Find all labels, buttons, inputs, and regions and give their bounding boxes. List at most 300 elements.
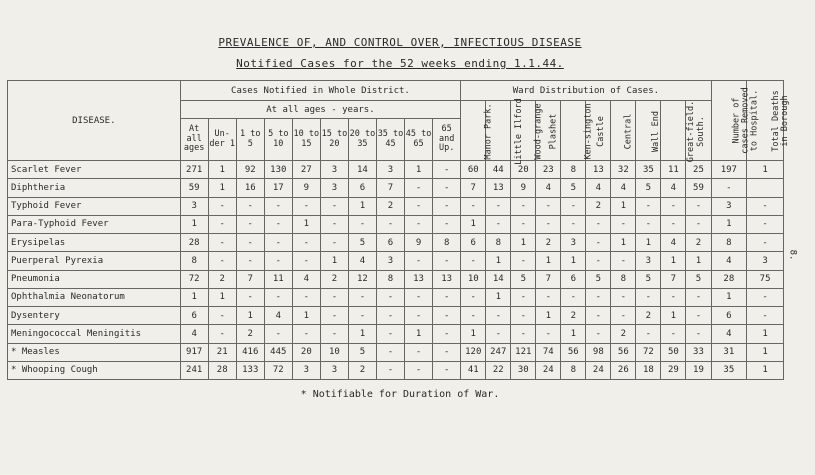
table-cell: 1: [511, 234, 536, 252]
table-cell: -: [636, 288, 661, 306]
table-cell: 72: [636, 343, 661, 361]
table-row: [8, 252, 784, 270]
ward-header: Manor Park.: [461, 101, 486, 161]
table-cell: -: [348, 288, 376, 306]
table-cell: [747, 179, 784, 197]
table-cell: 120: [461, 343, 486, 361]
page-subtitle: Notified Cases for the 52 weeks ending 1.1.44.: [236, 57, 564, 70]
table-cell: -: [433, 161, 461, 179]
table-cell: 26: [611, 361, 636, 379]
table-cell: 8: [561, 161, 586, 179]
table-cell: 23: [536, 161, 561, 179]
table-cell: 3: [320, 179, 348, 197]
table-cell: 1: [461, 325, 486, 343]
table-cell: 9: [292, 179, 320, 197]
table-cell: 1: [711, 215, 747, 233]
table-cell: -: [208, 234, 236, 252]
table-cell: 5: [348, 234, 376, 252]
table-body: [8, 161, 784, 380]
table-cell: -: [405, 215, 433, 233]
table-cell: -: [433, 307, 461, 325]
table-cell: 3: [180, 197, 208, 215]
table-cell: -: [320, 325, 348, 343]
table-cell: -: [686, 197, 711, 215]
table-cell: -: [486, 215, 511, 233]
table-cell: -: [586, 215, 611, 233]
table-cell: 1: [747, 361, 784, 379]
ward-header: Castle: [586, 101, 611, 161]
table-cell: -: [511, 252, 536, 270]
table-cell: 5: [636, 270, 661, 288]
table-cell: -: [208, 252, 236, 270]
table-cell: 3: [320, 361, 348, 379]
table-row: [8, 270, 784, 288]
ward-header: Wood-grange: [511, 101, 536, 161]
table-cell: 8: [711, 234, 747, 252]
table-cell: -: [292, 288, 320, 306]
table-cell: -: [433, 343, 461, 361]
table-cell: 2: [586, 197, 611, 215]
table-cell: 13: [405, 270, 433, 288]
table-cell: -: [376, 288, 404, 306]
table-cell: 1: [208, 161, 236, 179]
table-cell: -: [536, 215, 561, 233]
table-cell: 1: [486, 288, 511, 306]
table-cell: -: [486, 325, 511, 343]
table-cell: -: [320, 197, 348, 215]
table-cell: -: [586, 288, 611, 306]
table-cell: -: [661, 197, 686, 215]
table-row: [8, 307, 784, 325]
table-cell: 8: [486, 234, 511, 252]
table-cell: 50: [661, 343, 686, 361]
table-cell: -: [292, 252, 320, 270]
table-row: [8, 215, 784, 233]
table-cell: -: [320, 234, 348, 252]
table-cell: 1: [711, 288, 747, 306]
table-cell: 2: [320, 270, 348, 288]
table-cell: 3: [376, 252, 404, 270]
table-cell: -: [208, 325, 236, 343]
table-cell: 5: [686, 270, 711, 288]
table-cell: -: [433, 215, 461, 233]
table-cell: -: [264, 215, 292, 233]
table-cell: -: [405, 288, 433, 306]
table-cell: 5: [586, 270, 611, 288]
disease-name: Ophthalmia Neonatorum: [8, 288, 181, 306]
table-cell: 13: [586, 161, 611, 179]
table-cell: 12: [348, 270, 376, 288]
table-cell: -: [536, 325, 561, 343]
disease-table: [7, 80, 791, 380]
table-cell: 24: [586, 361, 611, 379]
ward-header: Great-field.: [661, 101, 686, 161]
table-cell: -: [747, 234, 784, 252]
table-cell: -: [461, 307, 486, 325]
table-cell: -: [292, 197, 320, 215]
table-cell: -: [320, 215, 348, 233]
table-cell: 1: [636, 234, 661, 252]
table-cell: 13: [433, 270, 461, 288]
table-cell: 7: [461, 179, 486, 197]
district-group-header: Cases Notified in Whole District.: [180, 81, 461, 101]
table-cell: 6: [348, 179, 376, 197]
disease-name: Dysentery: [8, 307, 181, 325]
table-cell: 1: [611, 197, 636, 215]
ward-header: Wall End: [636, 101, 661, 161]
table-cell: -: [292, 234, 320, 252]
table-cell: -: [686, 215, 711, 233]
table-cell: -: [376, 307, 404, 325]
table-cell: 17: [264, 179, 292, 197]
table-cell: 121: [511, 343, 536, 361]
table-cell: -: [611, 215, 636, 233]
table-cell: 271: [180, 161, 208, 179]
table-cell: -: [486, 197, 511, 215]
table-cell: 917: [180, 343, 208, 361]
ward-header: Central: [611, 101, 636, 161]
table-cell: 1: [661, 252, 686, 270]
table-cell: 59: [686, 179, 711, 197]
table-cell: 5: [511, 270, 536, 288]
table-cell: -: [586, 234, 611, 252]
table-cell: 1: [236, 307, 264, 325]
table-cell: 6: [711, 307, 747, 325]
table-cell: 33: [686, 343, 711, 361]
table-cell: 1: [180, 288, 208, 306]
table-cell: -: [433, 252, 461, 270]
table-cell: 4: [348, 252, 376, 270]
table-cell: -: [264, 288, 292, 306]
table-cell: 8: [433, 234, 461, 252]
page-number: 8.: [787, 249, 798, 261]
table-cell: 1: [405, 325, 433, 343]
table-cell: 18: [636, 361, 661, 379]
table-cell: 3: [711, 197, 747, 215]
table-cell: -: [461, 288, 486, 306]
table-cell: -: [586, 307, 611, 325]
table-cell: 24: [536, 361, 561, 379]
table-cell: -: [292, 325, 320, 343]
table-cell: -: [405, 252, 433, 270]
table-cell: -: [433, 325, 461, 343]
table-cell: -: [208, 197, 236, 215]
age-header: 20 to 35: [348, 119, 376, 161]
table-cell: -: [376, 215, 404, 233]
table-cell: 14: [486, 270, 511, 288]
table-cell: 445: [264, 343, 292, 361]
table-cell: 7: [376, 179, 404, 197]
table-cell: -: [636, 325, 661, 343]
table-cell: 1: [561, 325, 586, 343]
disease-name: * Whooping Cough: [8, 361, 181, 379]
table-cell: 16: [236, 179, 264, 197]
table-cell: 72: [264, 361, 292, 379]
table-cell: 416: [236, 343, 264, 361]
table-cell: 130: [264, 161, 292, 179]
table-cell: -: [747, 215, 784, 233]
footnote: * Notifiable for Duration of War.: [300, 389, 500, 400]
table-cell: -: [636, 197, 661, 215]
table-cell: -: [586, 252, 611, 270]
table-cell: 1: [292, 215, 320, 233]
table-cell: 11: [661, 161, 686, 179]
table-cell: 1: [405, 161, 433, 179]
table-cell: -: [747, 307, 784, 325]
table-cell: -: [405, 361, 433, 379]
table-cell: 28: [180, 234, 208, 252]
table-row: [8, 179, 784, 197]
table-cell: 13: [486, 179, 511, 197]
table-cell: 1: [320, 252, 348, 270]
table-cell: -: [661, 215, 686, 233]
table-cell: 20: [511, 161, 536, 179]
table-cell: -: [511, 307, 536, 325]
table-row: [8, 234, 784, 252]
table-cell: -: [561, 288, 586, 306]
table-cell: 8: [611, 270, 636, 288]
table-cell: 1: [536, 307, 561, 325]
table-row: [8, 197, 784, 215]
table-cell: 31: [711, 343, 747, 361]
table-cell: 5: [636, 179, 661, 197]
ward-header: Little Ilford: [486, 101, 511, 161]
table-cell: -: [511, 325, 536, 343]
table-cell: 133: [236, 361, 264, 379]
table-cell: 1: [180, 215, 208, 233]
table-cell: 8: [376, 270, 404, 288]
disease-name: Scarlet Fever: [8, 161, 181, 179]
table-cell: 41: [461, 361, 486, 379]
table-cell: 35: [636, 161, 661, 179]
age-header: At all ages: [180, 119, 208, 161]
table-cell: 27: [292, 161, 320, 179]
table-cell: -: [611, 252, 636, 270]
table-cell: 56: [611, 343, 636, 361]
table-cell: -: [208, 215, 236, 233]
table-cell: 4: [611, 179, 636, 197]
table-cell: 8: [561, 361, 586, 379]
table-cell: 28: [208, 361, 236, 379]
table-cell: 1: [661, 307, 686, 325]
table-cell: 241: [180, 361, 208, 379]
table-cell: -: [236, 215, 264, 233]
disease-name: Typhoid Fever: [8, 197, 181, 215]
table-cell: -: [511, 215, 536, 233]
table-cell: 35: [711, 361, 747, 379]
table-cell: -: [536, 288, 561, 306]
table-cell: 3: [292, 361, 320, 379]
table-cell: 9: [511, 179, 536, 197]
table-cell: 1: [747, 161, 784, 179]
table-cell: 1: [208, 179, 236, 197]
disease-name: * Measles: [8, 343, 181, 361]
table-cell: -: [686, 288, 711, 306]
table-cell: 1: [686, 252, 711, 270]
table-cell: 2: [536, 234, 561, 252]
table-cell: 1: [461, 215, 486, 233]
table-cell: 6: [376, 234, 404, 252]
table-cell: -: [433, 179, 461, 197]
age-header: 45 to 65: [405, 119, 433, 161]
table-cell: -: [405, 197, 433, 215]
table-cell: -: [747, 288, 784, 306]
table-cell: 197: [711, 161, 747, 179]
table-cell: 11: [264, 270, 292, 288]
table-cell: -: [236, 288, 264, 306]
table-cell: -: [511, 197, 536, 215]
table-cell: -: [747, 197, 784, 215]
table-cell: -: [405, 179, 433, 197]
table-cell: 1: [486, 252, 511, 270]
table-cell: -: [236, 252, 264, 270]
disease-header: DISEASE.: [8, 81, 181, 161]
deaths-header: Total Deaths in Borough: [747, 81, 784, 161]
table-cell: -: [236, 234, 264, 252]
table-cell: -: [264, 325, 292, 343]
table-cell: 7: [536, 270, 561, 288]
table-cell: 14: [348, 161, 376, 179]
table-cell: 59: [180, 179, 208, 197]
table-cell: -: [376, 325, 404, 343]
table-cell: -: [461, 252, 486, 270]
table-cell: 2: [348, 361, 376, 379]
table-cell: 2: [611, 325, 636, 343]
table-cell: -: [264, 234, 292, 252]
disease-name: Erysipelas: [8, 234, 181, 252]
table-cell: 20: [292, 343, 320, 361]
table-cell: 4: [292, 270, 320, 288]
table-cell: 10: [461, 270, 486, 288]
table-cell: 2: [561, 307, 586, 325]
table-cell: -: [236, 197, 264, 215]
table-cell: -: [405, 343, 433, 361]
age-header: 5 to 10: [264, 119, 292, 161]
table-cell: 6: [461, 234, 486, 252]
table-cell: -: [208, 307, 236, 325]
table-row: [8, 161, 784, 179]
age-header: 1 to 5: [236, 119, 264, 161]
table-cell: 92: [236, 161, 264, 179]
ward-header: Ken-sington: [561, 101, 586, 161]
table-cell: 1: [348, 325, 376, 343]
table-cell: 1: [747, 325, 784, 343]
table-cell: 2: [208, 270, 236, 288]
age-header: Un-der 1: [208, 119, 236, 161]
table-cell: 3: [636, 252, 661, 270]
table-cell: 3: [747, 252, 784, 270]
table-cell: 1: [348, 197, 376, 215]
table-cell: 10: [320, 343, 348, 361]
table-cell: 98: [586, 343, 611, 361]
table-cell: 75: [747, 270, 784, 288]
table-cell: -: [611, 288, 636, 306]
disease-name: Meningococcal Meningitis: [8, 325, 181, 343]
table-cell: 32: [611, 161, 636, 179]
age-header: 65 and Up.: [433, 119, 461, 161]
table-cell: 22: [486, 361, 511, 379]
age-header: 10 to 15: [292, 119, 320, 161]
table-cell: 21: [208, 343, 236, 361]
table-cell: 1: [536, 252, 561, 270]
table-cell: -: [636, 215, 661, 233]
age-header: 35 to 45: [376, 119, 404, 161]
table-cell: 6: [180, 307, 208, 325]
table-cell: -: [661, 325, 686, 343]
table-cell: 4: [661, 234, 686, 252]
table-cell: 60: [461, 161, 486, 179]
table-cell: 5: [561, 179, 586, 197]
table-cell: 8: [180, 252, 208, 270]
table-cell: -: [511, 288, 536, 306]
table-cell: -: [536, 197, 561, 215]
table-cell: 2: [636, 307, 661, 325]
table-cell: 74: [536, 343, 561, 361]
table-row: [8, 325, 784, 343]
table-cell: -: [320, 307, 348, 325]
table-cell: 29: [661, 361, 686, 379]
disease-name: Puerperal Pyrexia: [8, 252, 181, 270]
table-cell: 247: [486, 343, 511, 361]
table-cell: -: [433, 288, 461, 306]
table-cell: -: [433, 361, 461, 379]
table-cell: -: [348, 215, 376, 233]
table-cell: 4: [586, 179, 611, 197]
table-cell: -: [686, 307, 711, 325]
table-cell: -: [264, 197, 292, 215]
table-cell: -: [686, 325, 711, 343]
page-title: PREVALENCE OF, AND CONTROL OVER, INFECTIOUS DISEASE: [218, 36, 582, 49]
table-row: [8, 343, 784, 361]
table-cell: 56: [561, 343, 586, 361]
disease-name: Para-Typhoid Fever: [8, 215, 181, 233]
table-cell: -: [433, 197, 461, 215]
table-cell: 72: [180, 270, 208, 288]
table-cell: 4: [264, 307, 292, 325]
table-cell: 2: [686, 234, 711, 252]
table-cell: -: [376, 361, 404, 379]
table-cell: -: [661, 288, 686, 306]
table-cell: 4: [711, 252, 747, 270]
table-cell: 9: [405, 234, 433, 252]
removed-header: Number of cases Removed to Hospital.: [711, 81, 747, 161]
table-cell: 28: [711, 270, 747, 288]
table-cell: 3: [561, 234, 586, 252]
table-cell: -: [586, 325, 611, 343]
table-cell: -: [320, 288, 348, 306]
table-cell: 2: [236, 325, 264, 343]
ages-group-header: At all ages - years.: [180, 101, 461, 119]
table-cell: -: [264, 252, 292, 270]
table-cell: 7: [236, 270, 264, 288]
table-cell: 5: [348, 343, 376, 361]
table-cell: 2: [376, 197, 404, 215]
age-header: 15 to 20: [320, 119, 348, 161]
table-cell: -: [348, 307, 376, 325]
table-cell: 6: [561, 270, 586, 288]
disease-name: Diphtheria: [8, 179, 181, 197]
ward-group-header: Ward Distribution of Cases.: [461, 81, 711, 101]
table-cell: -: [611, 307, 636, 325]
table-cell: 4: [536, 179, 561, 197]
table-cell: -: [561, 215, 586, 233]
table-cell: -: [405, 307, 433, 325]
table-cell: 19: [686, 361, 711, 379]
table-cell: 1: [561, 252, 586, 270]
table-cell: 1: [611, 234, 636, 252]
table-cell: 1: [292, 307, 320, 325]
table-cell: 4: [661, 179, 686, 197]
